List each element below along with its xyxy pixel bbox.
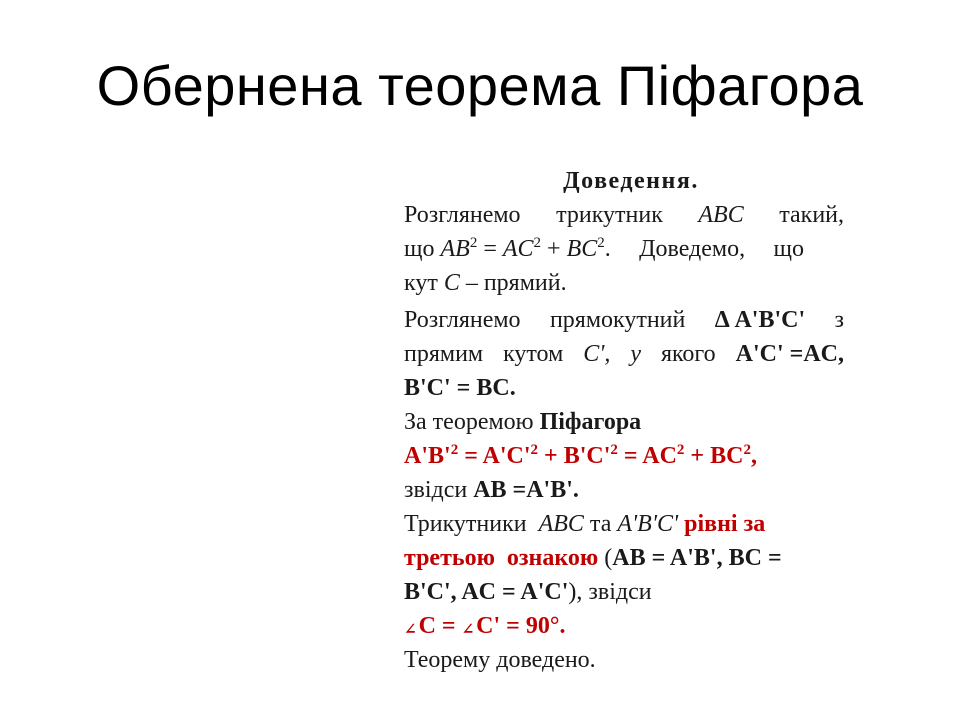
word: звідси [404,477,468,503]
pythagoras-formula [404,439,844,473]
angle-icon: ∠ [461,622,475,638]
comma: , [750,443,757,469]
congruent-text: рівні за [684,511,766,537]
text: – прямий. [465,270,567,296]
para4-line3 [404,575,844,609]
term: C = [418,613,456,639]
word: прямокутний [549,307,686,333]
proof-heading: Доведення. [563,168,699,194]
para1-line1 [404,198,844,232]
word: що [773,236,804,262]
word: такий, [779,202,844,228]
word: трикутник [556,202,663,228]
term: = AC [623,443,677,469]
para4-line2 [404,541,844,575]
plus-sign: + [547,236,561,262]
para2-line3: B'C' = BC. [404,375,516,401]
word: кут [404,270,438,296]
var-c: C [443,270,460,296]
text: За теоремою [404,409,534,435]
equality: A'C' =AC, [735,341,844,367]
term: + B'C' [544,443,611,469]
pythagoras-name: Піфагора [539,409,642,435]
paren-close: ) [568,579,577,605]
word: Розглянемо [404,202,521,228]
word: Доведемо, [639,236,746,262]
word: прямим [404,341,484,367]
word: що [404,236,435,262]
term: C' = 90°. [476,613,566,639]
var-ab: AB [440,236,470,262]
triangle-abc-prime: Δ A'B'C' [714,307,806,333]
word: Розглянемо [404,307,521,333]
superscript: 2 [530,442,539,458]
para3-line1 [404,405,844,439]
proof-block [404,164,844,677]
word: та [589,511,612,537]
slide-title: Обернена теорема Піфагора [96,54,864,117]
para3-line3 [404,473,844,507]
equals-sign: = [483,236,497,262]
word: з [834,307,844,333]
angle-icon: ∠ [404,622,417,638]
superscript: 2 [533,235,542,251]
triangle-abc: ABC [538,511,584,537]
var-c-prime: C', [583,341,611,367]
period: . [604,236,611,262]
third-criterion: третьою ознакою [404,545,599,571]
para2-line1 [404,303,844,337]
term: = A'C' [464,443,531,469]
triangle-abc-prime: A'B'C' [617,511,679,537]
term: + BC [690,443,744,469]
equalities: B'C', AC = A'C' [404,579,569,605]
term: A'B' [404,443,451,469]
para2-line2 [404,337,844,371]
superscript: 2 [743,442,751,458]
equality: AB =A'B'. [473,477,579,503]
angle-equality [404,609,844,643]
word: Трикутники [404,511,527,537]
word: у [630,341,641,367]
var-bc: BC [566,236,598,262]
triangle-abc: ABC [698,202,744,228]
word: кутом [503,341,564,367]
para1-line2 [404,232,804,266]
equation-group [404,232,611,266]
paren-open: ( [604,545,613,571]
superscript: 2 [450,442,459,458]
var-ac: AC [502,236,534,262]
superscript: 2 [676,442,685,458]
superscript: 2 [610,442,618,458]
conclusion: Теорему доведено. [404,647,596,673]
word: якого [660,341,716,367]
para4-line1 [404,507,844,541]
superscript: 2 [597,235,605,251]
para1-line3 [404,266,844,300]
equalities: AB = A'B', BC = [612,545,782,571]
superscript: 2 [469,235,478,251]
text: , звідси [576,579,652,605]
